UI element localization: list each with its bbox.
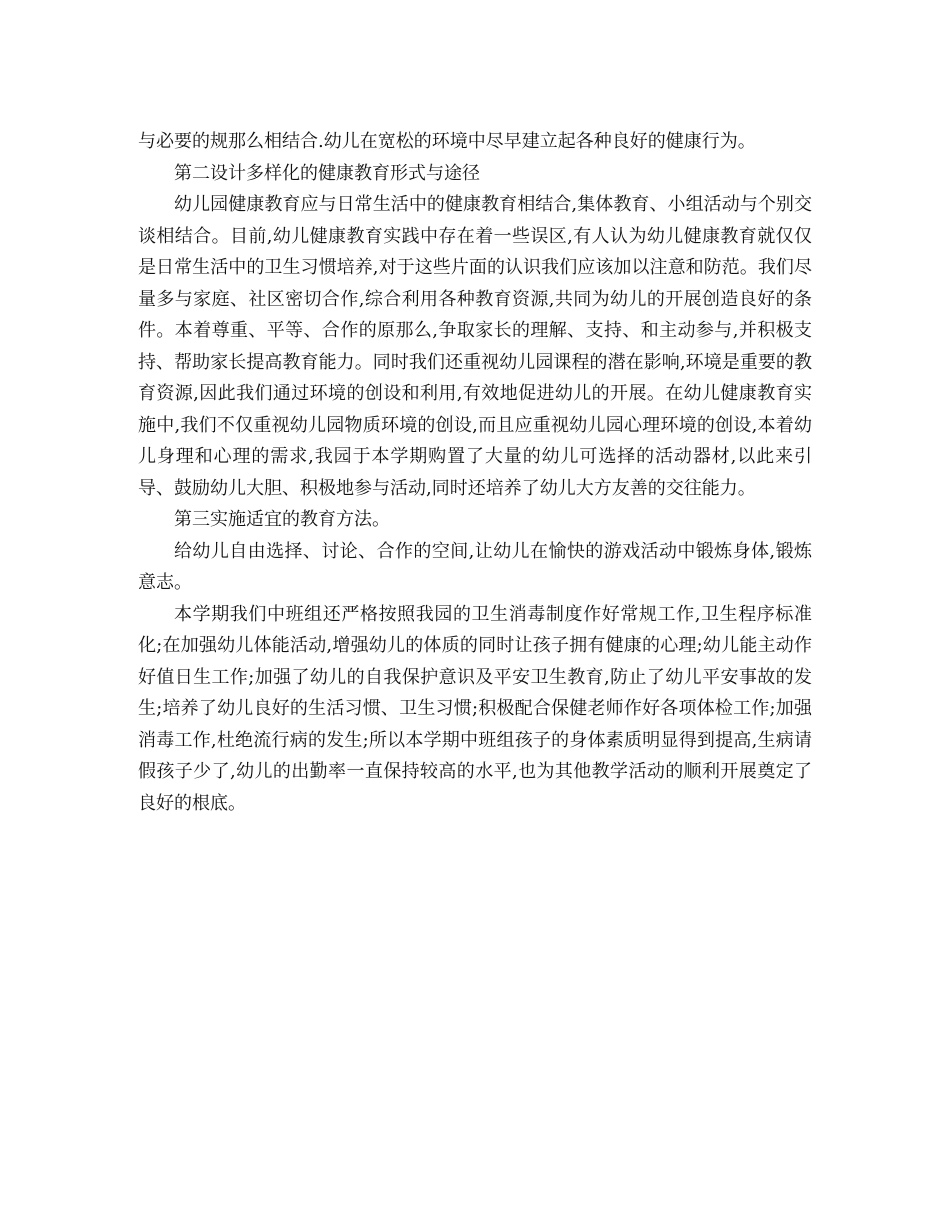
heading-second-point: 第二设计多样化的健康教育形式与途径 (174, 162, 480, 184)
paragraph-free-choice: 给幼儿自由选择、讨论、合作的空间,让幼儿在愉快的游戏活动中锻炼身体,锻炼意志。 (138, 540, 812, 593)
paragraph-semester-summary: 本学期我们中班组还严格按照我园的卫生消毒制度作好常规工作,卫生程序标准化;在加强幼儿体能活动,增强幼儿的体质的同时让孩子拥有健康的心理;幼儿能主动作好值日生工作;加强了幼儿的自我保护意识及平安卫生教育,防止了幼儿平安事故的发生;培养了幼儿良好的生活习惯、卫生习惯;积极配合保健老师作好各项体检工作;加强消毒工作,杜绝流行病的发生;所以本学期中班组孩子的身体素质明显得到提高,生病请假孩子少了,幼儿的出勤率一直保持较高的水平,也为其他教学活动的顺利开展奠定了良好的根底。 (138, 603, 812, 814)
heading-third-point: 第三实施适宜的教育方法。 (174, 509, 390, 530)
paragraph-health-education: 幼儿园健康教育应与日常生活中的健康教育相结合,集体教育、小组活动与个别交谈相结合。目前,幼儿健康教育实践中存在着一些误区,有人认为幼儿健康教育就仅仅是日常生活中的卫生习惯培养,对于这些片面的认识我们应该加以注意和防范。我们尽量多与家庭、社区密切合作,综合利用各种教育资源,共同为幼儿的开展创造良好的条件。本着尊重、平等、合作的原那么,争取家长的理解、支持、和主动参与,并积极支持、帮助家长提高教育能力。同时我们还重视幼儿园课程的潜在影响,环境是重要的教育资源,因此我们通过环境的创设和利用,有效地促进幼儿的开展。在幼儿健康教育实施中,我们不仅重视幼儿园物质环境的创设,而且应重视幼儿园心理环境的创设,本着幼儿身理和心理的需求,我园于本学期购置了大量的幼儿可选择的活动器材,以此来引导、鼓励幼儿大胆、积极地参与活动,同时还培养了幼儿大方友善的交往能力。 (138, 194, 812, 499)
paragraph-continuation: 与必要的规那么相结合.幼儿在宽松的环境中尽早建立起各种良好的健康行为。 (138, 131, 756, 152)
document-body (138, 126, 812, 819)
